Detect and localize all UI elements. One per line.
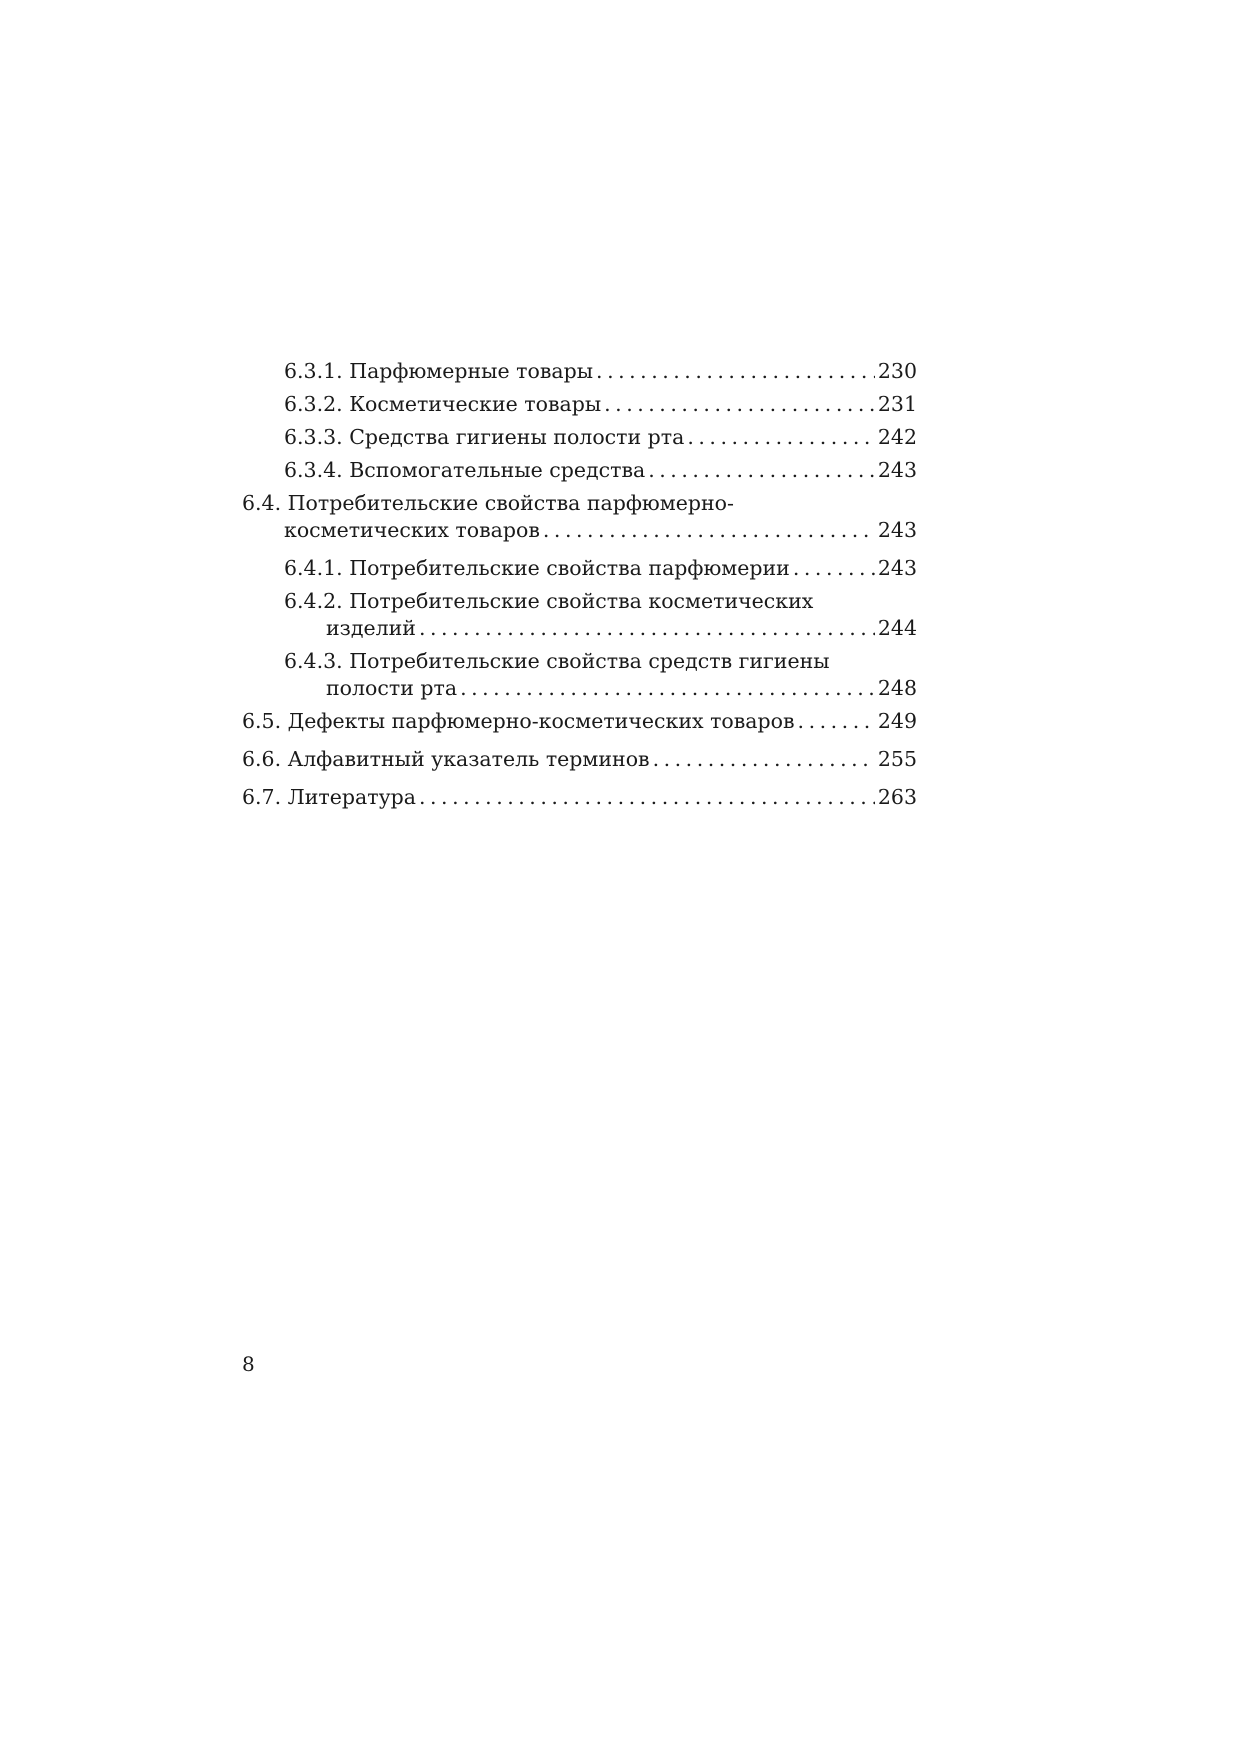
toc-entry-title: 6.4.2. Потребительские свойства косметических (284, 589, 814, 613)
toc-entry[interactable] (242, 490, 917, 544)
toc-page-number: 249 (877, 709, 917, 733)
toc-page-number: 231 (877, 392, 917, 416)
toc-entry[interactable] (242, 784, 917, 811)
toc-page-number: 263 (877, 785, 917, 809)
toc-entry-title: 6.4.3. Потребительские свойства средств гигиены (284, 649, 830, 673)
toc-entry[interactable] (242, 358, 917, 385)
toc-line (284, 457, 917, 484)
toc-page-number: 242 (877, 425, 917, 449)
toc-entry-title: 6.3.4. Вспомогательные средства (284, 458, 646, 482)
dot-leader (419, 784, 875, 811)
dot-leader (604, 391, 875, 418)
toc-line (242, 784, 917, 811)
toc-entry-title: 6.4.1. Потребительские свойства парфюмерии (284, 556, 790, 580)
dot-leader (798, 708, 875, 735)
toc-entry-title-continuation: полости рта (326, 676, 458, 700)
toc-page-number: 244 (877, 616, 917, 640)
toc-line (284, 358, 917, 385)
dot-leader (596, 358, 875, 385)
toc-entry-title-continuation: косметических товаров (284, 518, 540, 542)
toc-line (284, 424, 917, 451)
toc-entry[interactable] (242, 555, 917, 582)
table-of-contents (242, 358, 917, 811)
dot-leader (653, 746, 875, 773)
toc-line (284, 555, 917, 582)
toc-entry-title: 6.5. Дефекты парфюмерно-косметических товаров (242, 709, 795, 733)
dot-leader (793, 555, 875, 582)
toc-entry[interactable] (242, 746, 917, 773)
toc-line (242, 517, 917, 544)
dot-leader (460, 675, 875, 702)
dot-leader (543, 517, 875, 544)
toc-page-number: 230 (877, 359, 917, 383)
toc-line (284, 675, 917, 702)
toc-entry[interactable] (242, 457, 917, 484)
toc-page-number: 255 (877, 747, 917, 771)
toc-line (284, 615, 917, 642)
dot-leader (419, 615, 875, 642)
toc-page-number: 248 (877, 676, 917, 700)
toc-entry-title: 6.6. Алфавитный указатель терминов (242, 747, 650, 771)
toc-entry-title: 6.3.2. Косметические товары (284, 392, 602, 416)
toc-page-number: 243 (877, 518, 917, 542)
toc-entry[interactable] (242, 588, 917, 642)
toc-page-number: 243 (877, 458, 917, 482)
toc-entry-title-continuation: изделий (326, 616, 416, 640)
toc-entry-title: 6.3.3. Средства гигиены полости рта (284, 425, 685, 449)
page-number: 8 (242, 1352, 255, 1376)
toc-page-number: 243 (877, 556, 917, 580)
toc-entry[interactable] (242, 391, 917, 418)
dot-leader (687, 424, 875, 451)
toc-entry[interactable] (242, 424, 917, 451)
toc-entry-title: 6.7. Литература (242, 785, 416, 809)
toc-line (242, 746, 917, 773)
toc-entry-title: 6.4. Потребительские свойства парфюмерно- (242, 491, 734, 515)
toc-entry[interactable] (242, 708, 917, 735)
dot-leader (648, 457, 875, 484)
toc-line (284, 391, 917, 418)
toc-entry-title: 6.3.1. Парфюмерные товары (284, 359, 594, 383)
toc-entry[interactable] (242, 648, 917, 702)
toc-line (242, 708, 917, 735)
